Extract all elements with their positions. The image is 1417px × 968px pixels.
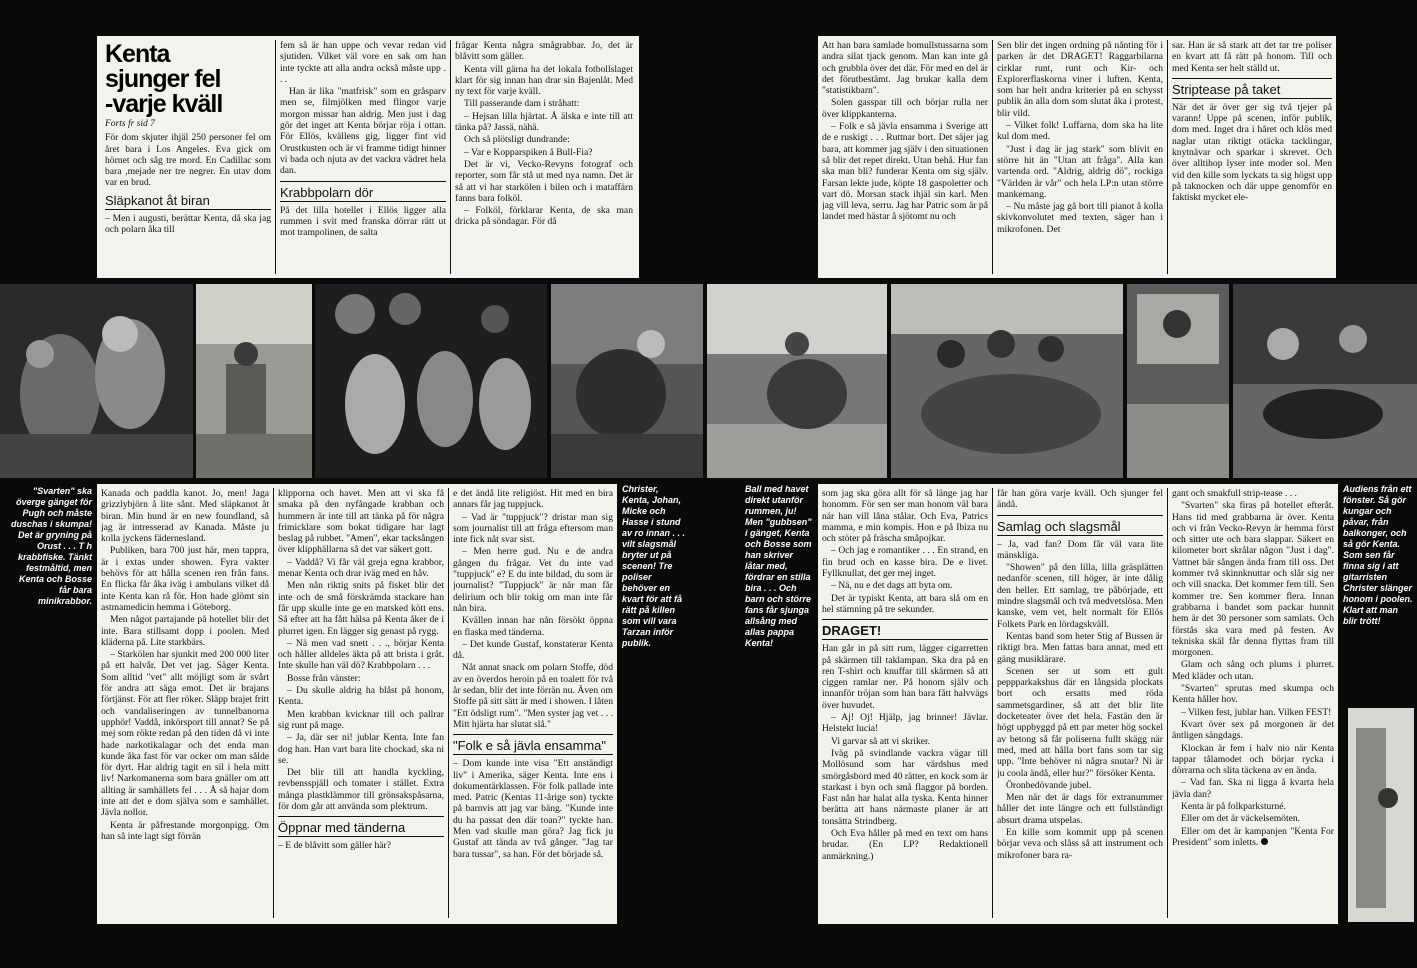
photo-party-shower: [0, 284, 193, 478]
paragraph: Publiken, bara 700 just här, men tappra, är i extas under showen. Fyra vakter behövs för att hålla scenen ren från fans. En flicka får åka iväg i ambulans vilket då inte Kenta kan rå för. Hon hade glömt sin astmamedicin hemma i Göteborg.: [101, 545, 269, 613]
paragraph: Iväg på svindlande vackra vägar till Mollösund som har värdshus med smörgåsbord med 40 rätter, en kock som är starkast i byn och små flaggor på borden. Fast nån har halat alla tyska. Kenta hinner berätta att hans närmaste planer är att tonsätta Strindberg.: [822, 747, 988, 827]
photo-pool: [1233, 284, 1417, 478]
left-bottom-text-block: [97, 484, 617, 924]
paragraph: – Och jag e romantiker . . . En strand, en fin brud och en kasse bira. De e livet. Fyllknullat, det ger mej inget.: [822, 545, 988, 580]
paragraph: – Hejsan lilla hjärtat. Å älska e inte till att tänka på? Jassä, nähä.: [455, 110, 633, 134]
paragraph: – Starkölen har sjunkit med 200 000 liter på ett halvår. Det vet jag. Säger Kenta. Som alltid "vet" allt möjligt som är svårt för andra att säga emot. Det är brajans förtjänst. För att fler röker. Släpp brajet fritt och vandaliseringen av tunnelbanorna upphör! Vaddå, inkörsport till annat? Se på mej som rökte redan på den tiden då vi inte hade narkotikalagar och det enda man kunde åka fast för var ocker om man sålde för dyrt. Har aldrig tagit en sil i hela mitt liv! Narkomanerna som bara gnäller om att allting är samhällets fel . . . Å så hajar dom inte att det e dom själva som e samhället. Jävla nollor.: [101, 649, 269, 819]
headline: [105, 42, 271, 117]
paragraph: Eller om det är kampanjen "Kenta For President" som inletts.: [1172, 825, 1334, 848]
paragraph: Men när det är dags för extranummer håller det inte längre och ett fullständigt absurt drama utspelas.: [997, 792, 1163, 826]
subheading: "Folk e så jävla ensamma": [453, 734, 613, 755]
column-1: [105, 38, 271, 276]
right-top-text-block: [818, 36, 1336, 278]
paragraph: Han går in på sitt rum, lägger cigarretten på skärmen till taklampan. Ska dra på en ren T-shirt och knuffar till skärmen så att ciggen ramlar ner. På honom själv och innanför tröjan som han bara fått halvvägs över huvudet.: [822, 643, 988, 711]
paragraph: "Just i dag är jag stark" som blivit en större hit än "Utan att fråga". Alla kan vartenda ord. "Aldrig, aldrig dö", rockiga "Världen är vår" och hela LP:n utan större mankemang.: [997, 143, 1163, 200]
paragraph: frågar Kenta några smågrabbar. Jo, det är blåvitt som gäller.: [455, 40, 633, 63]
paragraph: Han är lika "matfrisk" som en gråsparv men se, filmjölken med flingor varje morgon missar han aldrig. Men just i dag gör det inget att Kenta börjar röja i ottan. För Ellös, kvällens gig, ligger fint vid Orustkusten och är vi framme tidigt hinner vi bada och njuta av det vackra vädret hela dan.: [280, 86, 446, 177]
photo-door: [1348, 708, 1414, 922]
column-b2: [278, 488, 444, 920]
subheading: Striptease på taket: [1172, 78, 1332, 99]
paragraph: – Men herre gud. Nu e de andra gången du frågar. Vet du inte vad "tuppjuck" e? E du inte bildad, du som är journalist? "Tuppjuck" är när man får delirium och blir tokig om man inte får nån bira.: [453, 546, 613, 614]
left-top-text-block: [97, 36, 639, 278]
subheading: Samlag och slagsmål: [997, 515, 1163, 536]
right-bottom-text-block: [818, 484, 1338, 924]
column-6: [1172, 40, 1332, 276]
column-b4: [822, 488, 988, 920]
paragraph: Klockan är fem i halv nio när Kenta tappar tålamodet och börjar rycka i dörrarna och slita täckena av en ända.: [1172, 742, 1334, 777]
paragraph: klipporna och havet. Men att vi ska få smaka på den nyfångade krabban och hummern är inte till att tänka på för några frimicklare som bokat tidigare har lagt beslag på rubbet. "Amen", ekar tacksången över klipphällarna så det var säkert gott.: [278, 488, 444, 556]
paragraph: gant och smakfull strip-tease . . .: [1172, 488, 1297, 499]
paragraph: Scenen ser ut som ett gult peppparkakshus där en långsida plockats bort och ersatts med röda sammetsgardiner, så att det blir lite docketeater över det hela. Fastän den är högt uppbyggd på ett par meter hög sockel av betong så får poliserna fullt skägg när med, med att hålla bort fans som tar sig upp. "Inte behöver ni några snutar? Ni är ju coola ändå, eller hur?" försöker Kenta.: [997, 665, 1163, 779]
column-rule: [1167, 40, 1168, 274]
paragraph: – Vad fan. Ska ni ligga å kvarta hela jävla dan?: [1172, 777, 1334, 800]
column-2: [280, 40, 446, 276]
paragraph: Öronbedövande jubel.: [1006, 779, 1092, 791]
column-rule: [275, 40, 276, 274]
headline-line-2: sjunger fel: [105, 65, 221, 93]
paragraph: – Ja, där ser ni! jublar Kenta. Inte fan dog han. Han vart bara lite chockad, ska ni se.: [278, 732, 444, 766]
column-rule: [992, 488, 993, 918]
paragraph: – E de blåvitt som gäller här?: [278, 840, 391, 852]
paragraph: Men något partajande på hotellet blir det inte. Bara stillsamt dopp i poolen. Med kläderna på. Lite starkbärs.: [101, 614, 269, 648]
continued-from: Forts fr sid 7: [105, 119, 155, 129]
paragraph: Till passerande dam i stråhatt:: [464, 98, 580, 110]
column-rule: [273, 488, 274, 918]
paragraph: En kille som kommit upp på scenen börjar veva och slåss så att instrument och mikrofoner bara ra-: [997, 827, 1163, 861]
paragraph: som jag ska göra allt för så länge jag har honomm. För sen ser man honom väl bara när han vill låna stålar. Och Eva, Patrics mamma, e min kompis. Hon e på Ibiza nu och stöter på fräscha småpojkar.: [822, 488, 988, 545]
paragraph: – Vilket folk! Luffarna, dom ska ha lite kul dom med.: [997, 120, 1163, 143]
paragraph: – Nä men vad snett . . ., börjar Kenta och håller alldeles äkta på att brista i gråt. Inte skulle han väl dö? Krabbpolarn . . .: [278, 637, 444, 672]
photo-police-fight: [551, 284, 703, 478]
caption-right: Audiens från ett fönster. Så gör kungar och påvar, från balkonger, och så gör Kenta. Som sen får finna sig i att gitarristen Christer slänger honom i poolen. Klart att man blir trött!: [1343, 484, 1413, 626]
paragraph: Solen gasspar till och börjar rulla ner över klippkanterna.: [822, 97, 988, 120]
paragraph: Kentas band som heter Stig af Bussen är riktigt bra. Men fattas bara annat, med ett gäng musiklärare.: [997, 630, 1163, 665]
caption-middle-right: Ball med havet direkt utanför rummen, ju! Men "gubbsen" i gänget, Kenta och Bosse som han skriver låtar med, fördrar en stilla bira . . . Och barn och större fans får sjunga allsång med allas pappa Kenta!: [745, 484, 812, 648]
column-4: [822, 40, 988, 276]
column-b5: [997, 488, 1163, 920]
paragraph: Eller om det är väckelsemöten.: [1181, 813, 1301, 825]
paragraph: – Aj! Oj! Hjälp, jag brinner! Jävlar. Helstekt lucia!: [822, 712, 988, 735]
photo-band-resting: [315, 284, 547, 478]
paragraph: – Dom kunde inte visa "Ett anständigt liv" i Amerika, säger Kenta. Inte ens i dokumentärklassen. För folk pallade inte med. Patric (Kentas 11-årige son) tyckte på barnvis att jag var bäng. "Kunde inte du ha passat den där toan?" tyckte han. Men vad skulle man göra? Jag fick ju Gustaf att tända av två gånger. "Jag tar bara tussar", sa han. För det började så.: [453, 758, 613, 860]
paragraph: fem så är han uppe och vevar redan vid sjutiden. Vilket väl vore en sak om han inte tyckte att alla andra också måste upp . . .: [280, 40, 446, 85]
caption-middle-left: Christer, Kenta, Johan, Micke och Hasse i stund av ro innan . . . vilt slagsmål bryter ut på scenen! Tre poliser behöver en kvart för att få rätt på killen som vill vara Tarzan inför publik.: [622, 484, 686, 648]
paragraph: Men nån riktig snits på fisket blir det inte och de små förskrämda stackare han får upp skulle inte ge en matsked kött ens. Så efter att ha fått hälsa på Kenta åker de i plurret igen. En lägger sig genast på rygg.: [278, 580, 444, 637]
paragraph: Och Eva håller på med en text om hans brudar. (En LP? Redaktionell anmärkning.): [822, 828, 988, 862]
paragraph: Kvällen innan har nån försökt öppna en flaska med tänderna.: [453, 615, 613, 638]
paragraph: Sen blir det ingen ordning på nånting för i parken är det DRAGET! Raggarbilarna cirklar runt, runt och Kir- och Explorerflaskorna viner i luften. Kenta, som har helt andra kriterier på en schysst publik än alla dom som slutat åka i protest, blir vild.: [997, 40, 1163, 119]
paragraph: – Men i augusti, berättar Kenta, då ska jag och polarn åka till: [105, 212, 271, 236]
paragraph: När det är över ger sig två tjejer på varann! Uppe på scenen, inför publik, dom med. Inget dra i håret och klös med naglar utan riktigt otäcka tacklingar, knytnävar och sparkar i skrevet. Och över alltihop lyser inte moder sol. Men vid den kille som lyckats ta sig högst upp på taknocken och där uppe genomför en faktiskt mycket ele-: [1172, 101, 1332, 204]
headline-line-3: -varje kväll: [105, 90, 223, 118]
paragraph: Det blir till att handla kyckling, revbensspjäll och tomater i stället. Extra många plastklämmor till grönsakspåsarna, för dom går att använda som plektrum.: [278, 767, 444, 813]
paragraph: Att han bara samlade bomullstussarna som andra silat tjack genom. Man kan inte gå och grubbla över det där. För med en del är det förutbestämt. Jag brukar kalla dem "statistikbarn".: [822, 40, 988, 97]
paragraph: – Vaddå? Vi får väl greja egna krabbor, menar Kenta och drar iväg med en håv.: [278, 556, 444, 580]
caption-left: "Svarten" ska överge gänget för Pugh och måste duschas i skumpa! Det är gryning på Orust . . . T h krabbfiske. Tänkt festmåltid, men Kenta och Bosse får bara minikrabbor.: [10, 486, 92, 606]
paragraph: – Var e Kopparspiken å Bull-Fia?: [464, 146, 593, 158]
column-b1: [101, 488, 269, 920]
paragraph: Och så plötsligt dundrande:: [464, 134, 570, 146]
photo-singalong: [891, 284, 1123, 478]
subheading: DRAGET!: [822, 619, 988, 640]
paragraph: – Ja, vad fan? Dom får väl vara lite mänskliga.: [997, 538, 1163, 561]
paragraph: Bosse från vänster:: [287, 672, 361, 684]
subheading: Krabbpolarn dör: [280, 181, 446, 202]
subheading: Öppnar med tänderna: [278, 816, 444, 837]
column-rule: [448, 488, 449, 918]
photo-window-audience: [1127, 284, 1229, 478]
paragraph: Vi garvar så att vi skriker.: [831, 735, 931, 747]
column-b3: [453, 488, 613, 920]
paragraph: får han göra varje kväll. Och sjunger fel ändå.: [997, 488, 1163, 511]
column-b6: [1172, 488, 1334, 920]
paragraph: – Det kunde Gustaf, konstaterar Kenta då.: [453, 638, 613, 662]
end-mark-icon: [1261, 838, 1268, 845]
photo-strip: [0, 284, 1417, 478]
headline-line-1: Kenta: [105, 40, 170, 68]
paragraph: På det lilla hotellet i Ellös ligger alla rummen i svit med franska dörrar rätt ut mot trampolinen, de salta: [280, 204, 446, 239]
paragraph: – Du skulle aldrig ha blåst på honom, Kenta.: [278, 685, 444, 708]
paragraph: – Vad är "tuppjuck"? dristar man sig som journalist till att fråga eftersom man inte fick nåt svar sist.: [453, 511, 613, 546]
paragraph: Kenta är påfrestande morgonpigg. Om han så inte lagt sigt förrän: [101, 819, 269, 842]
paragraph: Kenta är på folkparksturné.: [1181, 801, 1286, 813]
paragraph: "Svarten" sprutas med skumpa och Kenta håller hov.: [1172, 683, 1334, 706]
paragraph: – Folk e så jävla ensamma i Sverige att de e ruskigt . . . Ruttnar bort. Det säjer jag bara, att kommer jag själv i den situationen så blir det repet direkt. Utan behå. Hur fan ska man bli? funderar Kenta om sig själv. Farsan lekte jude, köpte 18 gaspoletter och vart dö. Morsan stack ihjäl sin karl. Men jag vill leva, serru. Jag har Patric som är på landet med hästar å sjötomt nu och: [822, 121, 988, 223]
paragraph: – Nu måste jag gå bort till pianot å kolla skivkonvolutet med texten, säger han i mikrofonen. Det: [997, 201, 1163, 235]
column-rule: [450, 40, 451, 274]
column-rule: [992, 40, 993, 274]
paragraph: Det är vi, Vecko-Revyns fotograf och reporter, som får stå ut med nya namn. Det är så att vi har starkölen i bilen och i mataffärn fanns bara folköl.: [455, 158, 633, 204]
paragraph: Kvart över sex på morgonen är det äntligen sängdags.: [1172, 718, 1334, 742]
subheading: Släpkanot åt biran: [105, 193, 271, 210]
paragraph: e det ändå lite religiöst. Hit med en bira annars får jag tuppjuck.: [453, 488, 613, 511]
paragraph: – Vilken fest, jublar han. Vilken FEST!: [1181, 706, 1332, 718]
paragraph: Det är typiskt Kenta, att bara slå om en hel stämning på tre sekunder.: [822, 592, 988, 615]
photo-patio-beer: [707, 284, 887, 478]
photo-crab-fishing: [196, 284, 312, 478]
paragraph: – Folköl, förklarar Kenta, de ska man dricka på söndagar. För då: [455, 205, 633, 228]
paragraph: Kanada och paddla kanot. Jo, men! Jaga grizzlybjörn å lite sånt. Med släpkanot åt biran. Min hund är en new foundland, så jag är intresserad av Kanada. Måste ju kolla jyckens fädernesland.: [101, 488, 269, 545]
column-5: [997, 40, 1163, 276]
paragraph: "Showen" på den lilla, lilla gräsplätten nedanför scenen, till höger, är inte dålig den heller. Ett samlag, tre påbörjade, ett mindre slagsmål och två medvetslösa. Men kanske, vem vet, helt normalt för Ellös Folkets Park en lördagskväll.: [997, 562, 1163, 630]
column-3: [455, 40, 633, 276]
paragraph: – Nä, nu e det dags att byta om.: [831, 580, 953, 592]
paragraph: Men krabban kvicknar till och pallrar sig runt på mage.: [278, 708, 444, 731]
paragraph: För dom skjuter ihjäl 250 personer fel om året bara i Los Angeles. Eva gick om hörnet och såg tre mord. En Cadillac som bara ,mejade ner tre negrer. En utav dom var en brud.: [105, 132, 271, 189]
paragraph: "Svarten" ska firas på hotellet efteråt. Hans tid med grabbarna är över. Kenta och vi från Vecko-Revyn är hemma först och sitter ute och bara slappar. Säkert en kilometer bort skrålar någon "Just i dag". Vattnet bär sången ända fram till oss. Det kommer två skinnknuttar och slår sig ner och vill snacka. Det kommer fem till. Sen kommer tre. Sen kommer flera. Innan grabbarna i bandet som packar hunnit hem är det 30 personer som samlats. Och förstås ska vara med på festen. Av tekniska skäl får denna flyttas fram till morgonen.: [1172, 500, 1334, 659]
paragraph: sar. Han är så stark att det tar tre poliser en kvart att få rätt på honom. Till och med Kenta ser helt ställd ut.: [1172, 40, 1332, 74]
column-rule: [1167, 488, 1168, 918]
paragraph: Glam och sång och plums i plurret. Med kläder och utan.: [1172, 659, 1334, 682]
paragraph: Kenta vill gärna ha det lokala fotbollslaget klart för sig innan han drar sin Bajenlåt. Med ny text för varje kväll.: [455, 63, 633, 98]
paragraph: Nåt annat snack om polarn Stoffe, död av en överdos heroin på en toalett för två år sedan, blir det inte förrän nu. Även om Stoffe på sitt sätt är med i showen. I låten "Ett ödsligt rum". "Men syster jag vet . . . Mitt hjärta har slutat slå.": [453, 662, 613, 730]
